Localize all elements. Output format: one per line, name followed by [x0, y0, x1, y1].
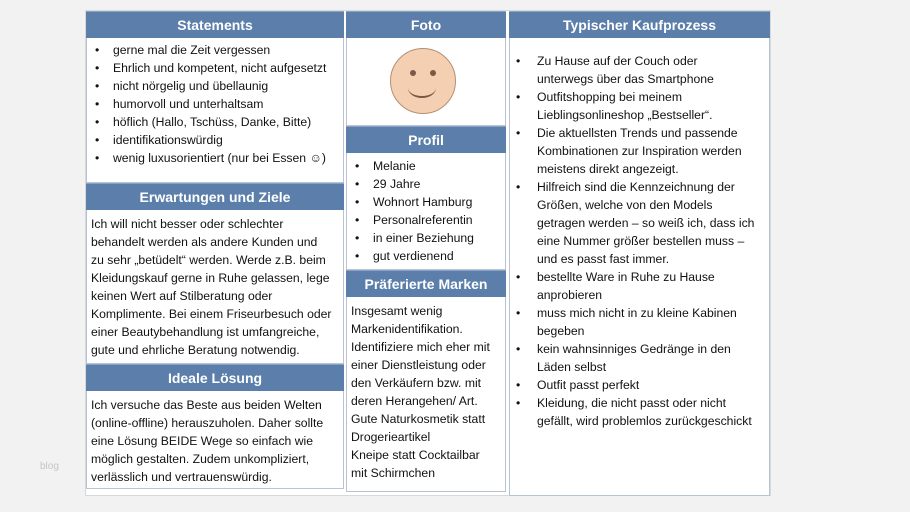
- list-item: [510, 376, 769, 394]
- brands-box: [346, 297, 506, 492]
- text-line: Gute Naturkosmetik statt: [351, 412, 486, 426]
- solution-header: Ideale Lösung: [86, 364, 344, 391]
- statements-box: [86, 38, 344, 183]
- text-line: einer Beautybehandlung ist umfangreiche,: [91, 325, 320, 339]
- text-line: meistens direkt angezeigt.: [537, 162, 679, 176]
- text-line: eine Lösung BEIDE Wege so einfach wie: [91, 434, 313, 448]
- list-item: • gut verdienend: [347, 247, 505, 265]
- text-line: eine Nummer größer bestellen muss –: [537, 234, 745, 248]
- list-item: • Personalreferentin: [347, 211, 505, 229]
- text-line: Ich will nicht besser oder schlechter: [91, 217, 284, 231]
- list-item: • Wohnort Hamburg: [347, 193, 505, 211]
- text-line: • bestellte Ware in Ruhe zu Hause: [537, 270, 715, 284]
- list-item: • identifikationswürdig: [87, 131, 343, 149]
- brands-header: Präferierte Marken: [346, 270, 506, 297]
- right-eye: [430, 70, 436, 76]
- list-item: [510, 340, 769, 376]
- text-line: gefällt, wird problemlos zurückgeschickt: [537, 414, 752, 428]
- column-left: [86, 11, 344, 489]
- text-line: Läden selbst: [537, 360, 607, 374]
- text-line: Drogerieartikel: [351, 430, 431, 444]
- text-line: Kleidungskauf gerne in Ruhe gelassen, lege: [91, 271, 330, 285]
- list-item: • gerne mal die Zeit vergessen: [87, 41, 343, 59]
- text-line: • Hilfreich sind die Kennzeichnung der: [537, 180, 735, 194]
- text-line: • Outfit passt perfekt: [537, 378, 640, 392]
- statements-list: [87, 41, 343, 167]
- list-item: [510, 124, 769, 178]
- text-line: zu sehr „betüdelt“ werden. Werde z.B. beim: [91, 253, 326, 267]
- text-line: • Outfitshopping bei meinem: [537, 90, 682, 104]
- list-item: [510, 88, 769, 124]
- list-item: [510, 178, 769, 268]
- text-line: Kneipe statt Cocktailbar: [351, 448, 480, 462]
- solution-box: [86, 391, 344, 489]
- list-item: • humorvoll und unterhaltsam: [87, 95, 343, 113]
- list-item: • wenig luxusorientiert (nur bei Essen ☺): [87, 149, 343, 167]
- statements-header: Statements: [86, 11, 344, 38]
- left-eye: [410, 70, 416, 76]
- profile-box: [346, 153, 506, 270]
- list-item: • Ehrlich und kompetent, nicht aufgesetzt: [87, 59, 343, 77]
- profile-header: Profil: [346, 126, 506, 153]
- text-line: Ich versuche das Beste aus beiden Welten: [91, 398, 322, 412]
- text-line: deren Herangehen/ Art.: [351, 394, 478, 408]
- text-line: Kombinationen zur Inspiration werden: [537, 144, 742, 158]
- text-line: verlässlich und vertrauenswürdig.: [91, 470, 272, 484]
- text-line: Lieblingsonlineshop „Bestseller“.: [537, 108, 713, 122]
- text-line: • Zu Hause auf der Couch oder: [537, 54, 698, 68]
- text-line: mit Schirmchen: [351, 466, 435, 480]
- expectations-header: Erwartungen und Ziele: [86, 183, 344, 210]
- text-line: • kein wahnsinniges Gedränge in den: [537, 342, 731, 356]
- persona-sheet: [85, 10, 771, 496]
- list-item: • Melanie: [347, 157, 505, 175]
- text-line: unterwegs über das Smartphone: [537, 72, 714, 86]
- text-line: • Kleidung, die nicht passt oder nicht: [537, 396, 727, 410]
- list-item: • höflich (Hallo, Tschüss, Danke, Bitte): [87, 113, 343, 131]
- list-item: [510, 394, 769, 430]
- text-line: Insgesamt wenig: [351, 304, 443, 318]
- list-item: • nicht nörgelig und übellaunig: [87, 77, 343, 95]
- photo-box: [346, 38, 506, 126]
- text-line: Größen, welche von den Models: [537, 198, 713, 212]
- list-item: [510, 304, 769, 340]
- text-line: und es passt fast immer.: [537, 252, 670, 266]
- list-item: • in einer Beziehung: [347, 229, 505, 247]
- process-box: [509, 38, 770, 496]
- text-line: einer Dienstleistung oder: [351, 358, 486, 372]
- expectations-box: [86, 210, 344, 364]
- text-line: (online-offline) herauszuholen. Daher sollte: [91, 416, 324, 430]
- text-line: möglich gestalten. Zudem unkompliziert,: [91, 452, 310, 466]
- list-item: [510, 52, 769, 88]
- smile: [408, 78, 436, 98]
- text-line: anprobieren: [537, 288, 603, 302]
- list-item: • 29 Jahre: [347, 175, 505, 193]
- column-middle: [346, 11, 506, 492]
- text-line: • muss mich nicht in zu kleine Kabinen: [537, 306, 737, 320]
- text-line: keinen Wert auf Stilberatung oder: [91, 289, 273, 303]
- watermark-text: blog: [40, 461, 59, 472]
- column-right: [509, 11, 770, 496]
- process-list: [510, 52, 769, 430]
- text-line: Identifiziere mich eher mit: [351, 340, 490, 354]
- profile-list: [347, 157, 505, 265]
- list-item: [510, 268, 769, 304]
- text-line: begeben: [537, 324, 585, 338]
- text-line: getragen werden – so weiß ich, dass ich: [537, 216, 755, 230]
- text-line: behandelt werden als andere Kunden und: [91, 235, 318, 249]
- text-line: • Die aktuellsten Trends und passende: [537, 126, 738, 140]
- photo-header: Foto: [346, 11, 506, 38]
- text-line: den Verkäufern bzw. mit: [351, 376, 482, 390]
- text-line: Komplimente. Bei einem Friseurbesuch oder: [91, 307, 332, 321]
- text-line: gute und ehrliche Beratung notwendig.: [91, 343, 300, 357]
- process-header: Typischer Kaufprozess: [509, 11, 770, 38]
- text-line: Markenidentifikation.: [351, 322, 463, 336]
- smiley-face-icon: [390, 48, 456, 114]
